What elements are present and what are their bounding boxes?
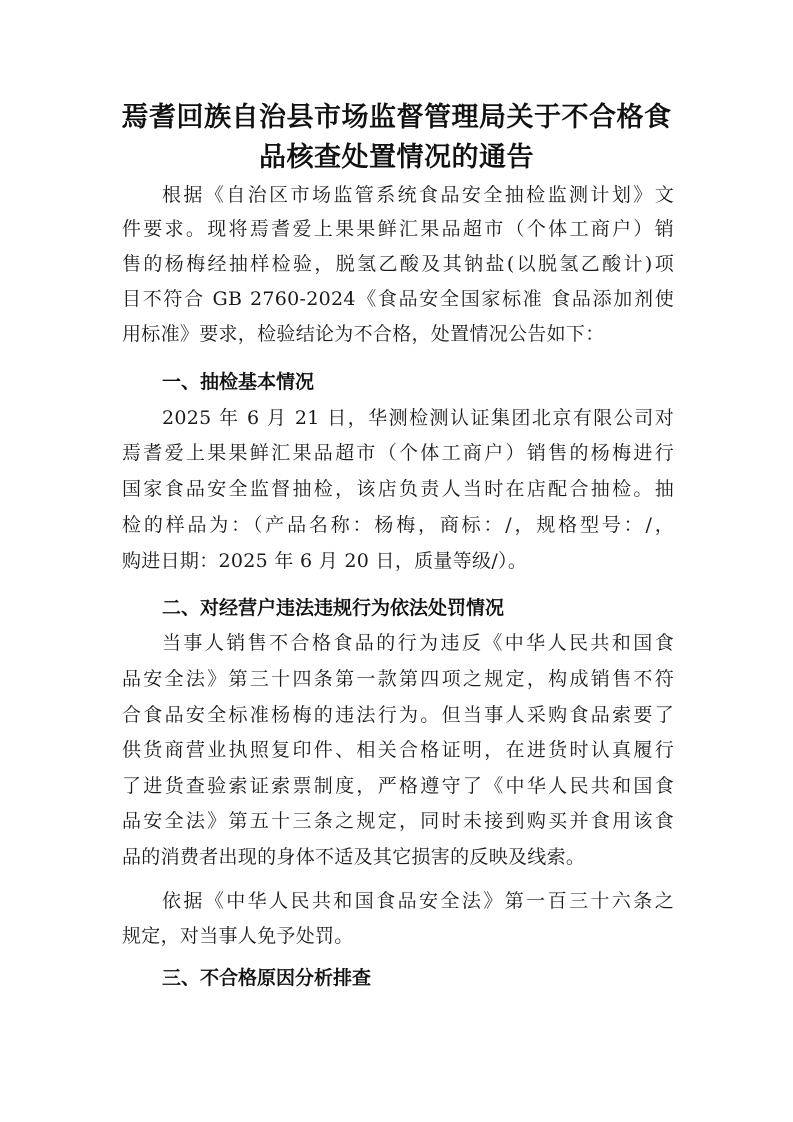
section-2-line: 当事人销售不合格食品的行为违反《中华人民共和国食: [162, 632, 674, 654]
section-3-heading: 三、不合格原因分析排查: [162, 967, 372, 989]
intro-line: 售的杨梅经抽样检验，脱氢乙酸及其钠盐(以脱氢乙酸计)项: [122, 253, 674, 275]
intro-line: 根据《自治区市场监管系统食品安全抽检监测计划》文: [162, 184, 674, 206]
intro-line: 用标准》要求，检验结论为不合格，处置情况公告如下：: [122, 323, 605, 345]
section-1-heading: 一、抽检基本情况: [162, 371, 315, 393]
section-1-line: 焉耆爱上果果鲜汇果品超市（个体工商户）销售的杨梅进行: [122, 442, 674, 464]
section-2-line: 品安全法》第五十三条之规定，同时未接到购买并食用该食: [122, 810, 674, 832]
section-1-line: 购进日期：2025 年 6 月 20 日，质量等级/）。: [122, 550, 528, 572]
document-title-line-1: 焉耆回族自治县市场监督管理局关于不合格食: [121, 102, 672, 133]
section-2-line: 依据《中华人民共和国食品安全法》第一百三十六条之: [162, 890, 674, 912]
section-1-line: 检的样品为：（产品名称：杨梅，商标：/，规格型号：/，: [122, 514, 674, 536]
section-2-line: 规定，对当事人免予处罚。: [122, 925, 354, 947]
section-1-line: 2025 年 6 月 21 日，华测检测认证集团北京有限公司对: [162, 407, 674, 429]
section-2-heading: 二、对经营户违法违规行为依法处罚情况: [162, 597, 505, 619]
intro-line: 目不符合 GB 2760-2024《食品安全国家标准 食品添加剂使: [122, 288, 674, 310]
document-title-line-2: 品核查处置情况的通告: [259, 142, 534, 173]
section-2-line: 供货商营业执照复印件、相关合格证明，在进货时认真履行: [122, 739, 674, 761]
section-1-line: 国家食品安全监督抽检，该店负责人当时在店配合抽检。抽: [122, 478, 674, 500]
section-2-line: 品的消费者出现的身体不适及其它损害的反映及线索。: [122, 846, 586, 868]
section-2-line: 了进货查验索证索票制度，严格遵守了《中华人民共和国食: [122, 775, 674, 797]
section-2-line: 品安全法》第三十四条第一款第四项之规定，构成销售不符: [122, 668, 674, 690]
section-2-line: 合食品安全标准杨梅的违法行为。但当事人采购食品索要了: [122, 704, 674, 726]
intro-line: 件要求。现将焉耆爱上果果鲜汇果品超市（个体工商户）销: [122, 218, 674, 240]
